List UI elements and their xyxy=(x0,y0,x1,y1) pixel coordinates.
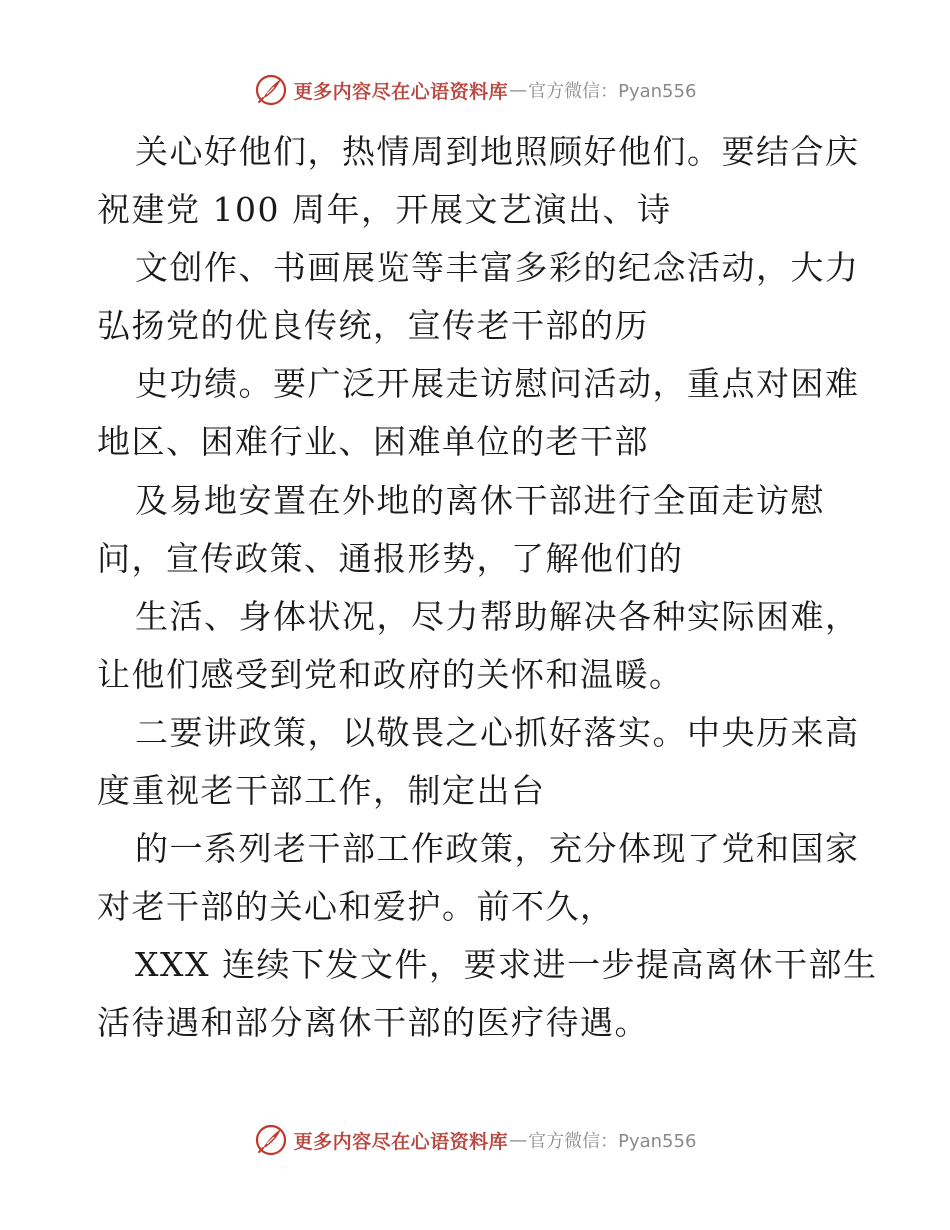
paragraph xyxy=(97,936,878,1052)
paragraph xyxy=(97,239,872,355)
paragraph-line-first: 生活、身体状况，尽力帮助解决各种实际困难， xyxy=(135,596,860,636)
footer-watermark xyxy=(0,1122,950,1158)
paragraph-line-continued: 祝建党 100 周年，开展文艺演出、诗 xyxy=(97,190,672,230)
paragraph xyxy=(97,355,872,471)
paragraph xyxy=(97,820,872,936)
paragraph xyxy=(97,588,872,704)
header-dash: — xyxy=(509,79,528,101)
paragraph-line-first: 文创作、书画展览等丰富多彩的纪念活动，大力 xyxy=(135,248,860,288)
paragraph xyxy=(97,704,872,820)
footer-wechat-text: 官方微信：Pyan556 xyxy=(528,1131,697,1152)
paragraph-line-continued: 弘扬党的优良传统，宣传老干部的历 xyxy=(97,306,649,346)
header-wechat-text: 官方微信：Pyan556 xyxy=(528,81,697,102)
footer-brand-text: 更多内容尽在心语资料库 xyxy=(293,1130,509,1153)
header-brand-text: 更多内容尽在心语资料库 xyxy=(293,80,509,103)
paragraph xyxy=(97,123,872,239)
footer-dash: — xyxy=(509,1129,528,1151)
quill-pen-logo-icon xyxy=(254,1123,288,1157)
paragraph-line-continued: 问，宣传政策、通报形势，了解他们的 xyxy=(97,538,684,578)
paragraph-line-first: 的一系列老干部工作政策，充分体现了党和国家 xyxy=(135,829,860,869)
document-body xyxy=(97,123,878,1053)
header-watermark xyxy=(0,72,950,108)
paragraph-line-first: 关心好他们，热情周到地照顾好他们。要结合庆 xyxy=(135,132,860,171)
paragraph-line-continued: 度重视老干部工作，制定出台 xyxy=(97,771,546,811)
paragraph-line-first: 及易地安置在外地的离休干部进行全面走访慰 xyxy=(135,480,825,520)
paragraph-line-continued: 对老干部的关心和爱护。前不久， xyxy=(97,887,615,927)
paragraph xyxy=(97,472,872,588)
paragraph-line-first: 史功绩。要广泛开展走访慰问活动，重点对困难 xyxy=(135,364,860,404)
quill-pen-logo-icon xyxy=(254,73,288,107)
paragraph-line-first: 二要讲政策，以敬畏之心抓好落实。中央历来高 xyxy=(135,712,860,752)
paragraph-line-continued: 活待遇和部分离休干部的医疗待遇。 xyxy=(97,1003,649,1043)
paragraph-line-continued: 地区、困难行业、困难单位的老干部 xyxy=(97,422,649,462)
paragraph-line-first: XXX 连续下发文件，要求进一步提高离休干部生 xyxy=(135,945,878,985)
paragraph-line-continued: 让他们感受到党和政府的关怀和温暖。 xyxy=(97,654,684,694)
